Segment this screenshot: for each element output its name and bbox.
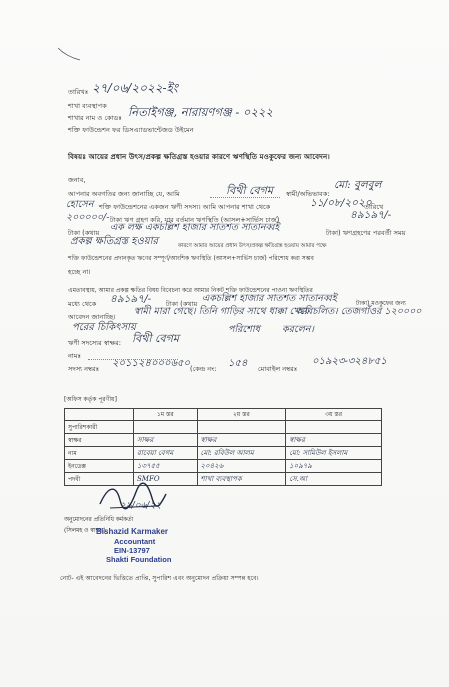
table-cell: মো: রবিউল আলম	[197, 447, 286, 460]
guardian-name-cont: হোসেন	[66, 199, 94, 210]
outstanding-amount: ৪৯১৯৭/-	[350, 209, 392, 221]
branch-value: নিতাইগঞ্জ, নারায়ণগঞ্জ - ০২২২	[128, 105, 273, 119]
waiver-in-words: একচল্লিশ হাজার সাতশত সাতানব্বই	[202, 293, 337, 304]
subject: বিষয়ঃ আয়ের প্রধান উৎস/প্রকল্প ক্ষতিগ্রস্ত হওয়ার কারণে ঋণস্থিতি মওকুফের জন্য আবেদন।	[68, 152, 330, 161]
guardian-label: স্বামী/অভিভাবক:	[286, 190, 330, 198]
table-cell: রাবেয়া বেগম	[134, 447, 198, 460]
signature-cell: স্বাক্ষর	[286, 434, 382, 447]
date-label: তারিখঃ	[68, 88, 89, 96]
paragraph-line: টাকা (কথায়	[68, 229, 100, 237]
table-cell: ২০৪২৬	[197, 460, 286, 473]
signature-cell: সাক্ষর	[134, 434, 198, 447]
table-cell: শাখা ব্যবস্থাপক	[197, 473, 286, 486]
paragraph-line: হচ্ছে না।	[68, 268, 91, 276]
table-header: ১ম স্তর	[134, 409, 198, 421]
date-value: ২৭/০৬/২০২২-ইং	[92, 81, 178, 95]
addressee-line: শাখা ব্যবস্থাপক	[68, 102, 107, 110]
reason-line: পরিশোধ	[228, 324, 260, 335]
reason-line: পরের চিকিৎসায়	[72, 322, 136, 333]
table-cell: SMFO	[134, 473, 198, 486]
paragraph-line: টাকা) ঋণগ্রহণের পরবর্তী সময়	[326, 229, 406, 237]
signature-cell: স্বাক্ষর	[197, 434, 286, 447]
mobile-label: মোবাইল নম্বরঃ	[258, 365, 298, 373]
signature-label: ঋণী সদস্যের স্বাক্ষর:	[68, 339, 121, 347]
member-no-value: ২০১১২৪০০০৬৫০	[112, 358, 190, 369]
loan-date: ১১/০৮/২০২০	[310, 197, 372, 209]
row-label: নাম	[65, 447, 134, 460]
member-no-label: সদস্য নম্বরঃ	[68, 365, 100, 373]
row-label: সুপারিশকারী	[65, 421, 134, 434]
table-cell: সে.আ	[286, 473, 382, 486]
name-label: নামঃ	[68, 352, 82, 360]
table-cell: মো: সামিউল ইসলাম	[286, 447, 382, 460]
center-code-value: ১৫৪	[228, 358, 248, 369]
paragraph-line: মধ্যে থেকে	[68, 300, 97, 308]
amount-in-words: এক লক্ষ একচল্লিশ হাজার সাতশত সাতানব্বই	[110, 222, 280, 233]
stamp-title: Accountant	[114, 537, 156, 546]
paragraph-line: টাকা) মওকুফের জন্য	[356, 300, 406, 307]
loan-amount: ২০০০০০/-	[66, 212, 110, 223]
stamp-name: Bishazid Karmaker	[96, 527, 169, 536]
table-header: ২য় স্তর	[197, 409, 286, 421]
approval-label: অনুমোদনের প্রতিনিধি কর্মকর্তা	[64, 517, 134, 523]
approval-date: ২৯/০৬/২২	[120, 501, 162, 511]
guardian-name: মো: বুলবুল	[334, 179, 382, 191]
approval-seal-label: (সিলমহ ও স্বাক্ষর)	[64, 528, 106, 534]
table-cell: ১৩৭৫৫	[134, 460, 198, 473]
office-use-title: [অফিস কর্তৃক পূরণীয়]	[64, 396, 117, 403]
stamp-ein: EIN-13797	[114, 546, 150, 555]
paragraph-line: শক্তি ফাউন্ডেশনের প্রদানকৃত ঋণের সম্পূর্ণ/আংশিক ঋণস্থিতি (আসল+সার্ভিস চার্জ) পরিশোধ করা সম্ভব	[68, 255, 314, 262]
paragraph-line: কারণে আমার আয়ের প্রধান উৎস/প্রকল্প ক্ষতিগ্রস্ত হওয়ায় আমার পক্ষে	[178, 243, 327, 249]
paragraph-line: এমতাবস্থায়, আমার প্রকল্প ক্ষতির বিষয় বিবেচনা করে আমার নিকট শক্তি ফাউন্ডেশনের পাওনা ঋণস্থিতির	[68, 287, 313, 294]
salutation: জনাব,	[68, 176, 86, 184]
applicant-name: বিথী বেগম	[226, 184, 273, 197]
stamp-org: Shakti Foundation	[106, 555, 172, 564]
paragraph-line: আপনার অবগতির জন্য জানাচ্ছি যে, আমি	[68, 190, 180, 198]
reason-text-cont: অবিচলিত। তেজগাঁওর ১২০০০০	[296, 306, 422, 317]
paragraph-line: শক্তি ফাউন্ডেশনের একজন ঋণী সদস্য। আমি আপনার শাখা থেকে	[99, 203, 271, 211]
table-header: ৩য় স্তর	[286, 409, 382, 421]
row-label: পদবী	[65, 473, 134, 486]
reason-inline: প্রকল্প ক্ষতিগ্রস্ত হওয়ার	[70, 236, 159, 247]
row-label: স্বাক্ষর	[65, 434, 134, 447]
branch-label: শাখার নাম ও কোডঃ	[68, 114, 122, 122]
paragraph-line: আবেদন জানাচ্ছি।	[68, 313, 116, 321]
table-cell: ১০৯৭৯	[286, 460, 382, 473]
waiver-amount: ৪৯১৯৭/-	[110, 293, 152, 305]
mobile-value: ০১৯২৩-৩২৪৮৫১	[312, 356, 387, 367]
reason-text: স্বামী মারা গেছে। তিনি গাড়ির সাথে ধাক্কা খেয়ে	[134, 306, 310, 317]
applicant-signature: বিথী বেগম	[132, 332, 179, 345]
paragraph-line: টাকা (কথায়	[166, 300, 198, 308]
reason-line: করলেন।	[282, 324, 314, 335]
center-code-label: (কেন্দ্র নং:	[190, 365, 217, 373]
organization-name: শক্তি ফাউন্ডেশন ফর ডিসএ্যাডভান্টেজড উইমেন	[68, 126, 194, 134]
row-label: ইনডেক্স	[65, 460, 134, 473]
paragraph-line: টাকা ঋণ গ্রহণ করি, যার বর্তমান ঋণস্থিতি (আসল+সার্ভিস চার্জ)	[110, 216, 280, 224]
footer-note: নোট- এই আবেদনের ভিত্তিতে প্রাপ্তি, সুপারিশ এবং অনুমোদন প্রক্রিয়া সম্পন্ন হবে।	[60, 575, 259, 582]
date-suffix: তারিখে	[364, 203, 384, 211]
